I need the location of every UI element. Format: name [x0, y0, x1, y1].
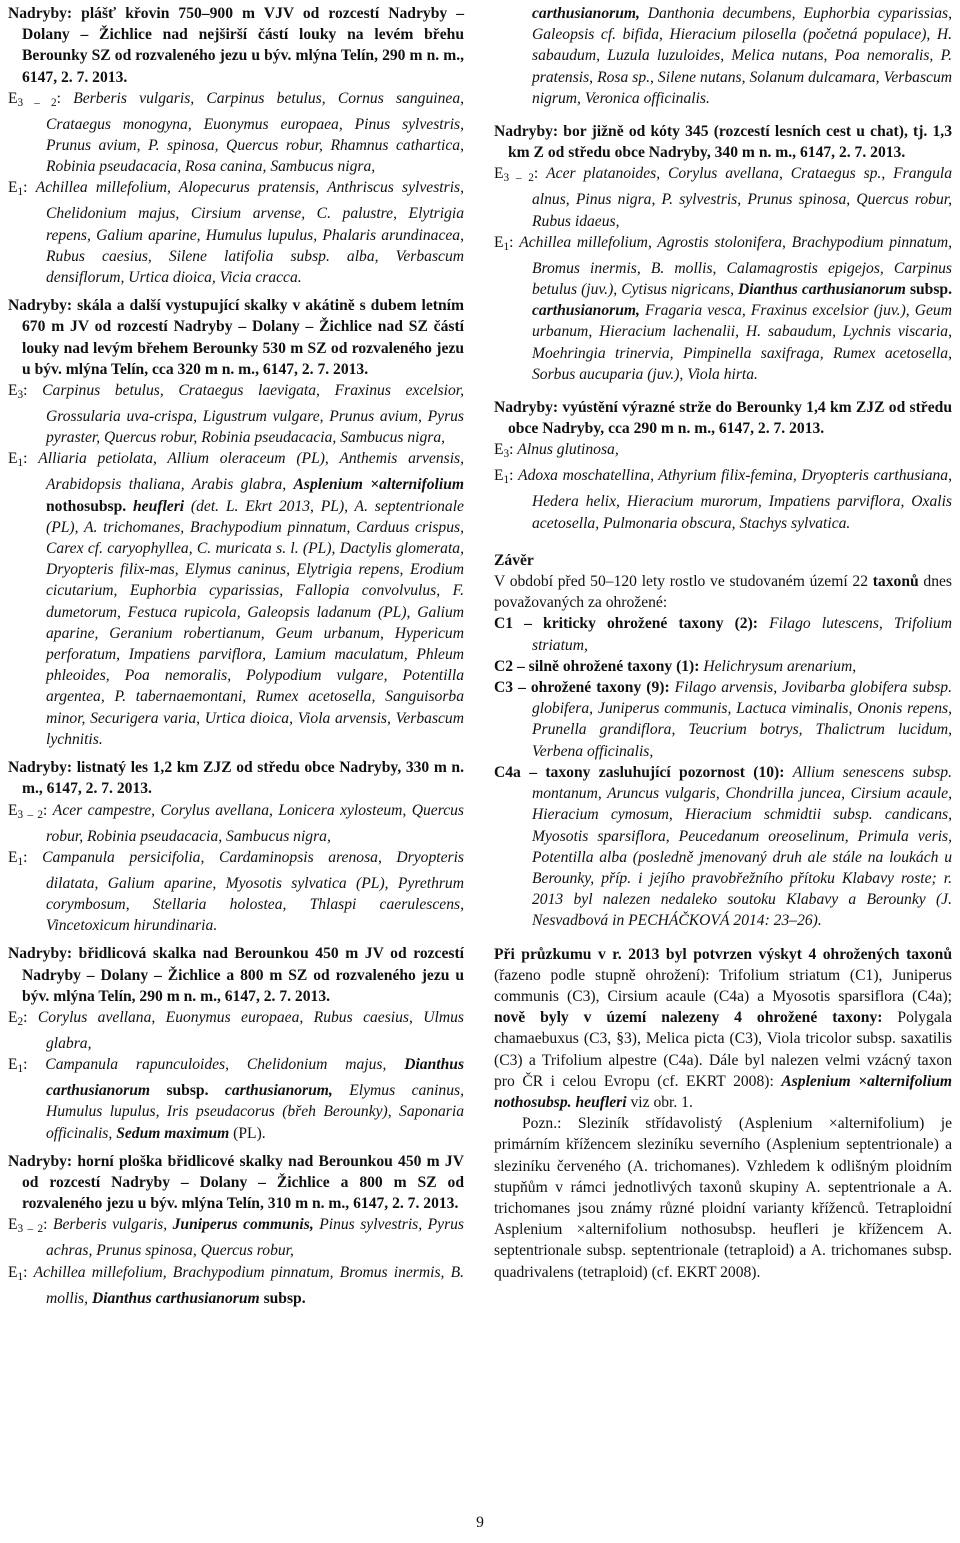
threat-category-c4a: C4a – taxony zasluhující pozornost (10): Allium senescens subsp. montanum, Aruncus vulgaris, Chondrilla juncea, Cirsium acaule, Hieracium cymosum, Hieracium schmidtii subsp. candicans, Myosotis sparsiflora, Peucedanum oreoselinum, Primula veris, Potentilla alba (posledně jmenovaný druh ale stále na loukách u Berounky, příp. i jejího pravobřežního přítoku Klabavy roste; r. 2013 byl nalezen nedaleko soutoku Klabavy a Berounky (J. Nesvadbová in PECHÁČKOVÁ 2014: 23–26). — [494, 763, 952, 930]
species-list-e32: $E_{3 - 2}$: Acer platanoides, Corylus avellana, Crataegus sp., Frangula alnus, Pinus nigra, P. sylvestris, Prunus spinosa, Quercus robur, Rubus idaeus, — [494, 165, 953, 230]
species-list-e1: $E_1$: Achillea millefolium, Alopecurus pratensis, Anthriscus sylvestris, Chelidonium majus, Cirsium arvense, C. palustre, Elytrigia repens, Galium aparine, Humulus lupulus, Phalaris arundinacea, Rubus caesius, Silene latifolia subsp. alba, Verbascum densiflorum, Urtica dioica, Vicia cracca. — [8, 179, 464, 287]
species-list-e3: $E_3$: Carpinus betulus, Crataegus laevigata, Fraxinus excelsior, Grossularia uva-crispa, Ligustrum vulgare, Prunus avium, Pyrus pyraster, Quercus robur, Robinia pseudacacia, Sambucus nigra, — [8, 382, 464, 447]
threat-category-c3: C3 – ohrožené taxony (9): Filago arvensis, Jovibarba globifera subsp. globifera, Juniperus communis, Lactuca viminalis, Ononis repens, Prunella grandiflora, Teucrium botrys, Thalictrum lucidum, Verbena officinalis, — [494, 679, 952, 760]
locality-heading-3: Nadryby: listnatý les 1,2 km ZJZ od středu obce Nadryby, 330 m n. m., 6147, 2. 7. 2013. — [8, 759, 464, 798]
locality-heading-5: Nadryby: horní ploška břidlicové skalky nad Berounkou 450 m JV od rozcestí Nadryby – Dolany – Žichlice a 800 m SZ od rozvaleného jezu u býv. mlýna Telín, 310 m n. m., 6147, 2. 7. 2013. — [8, 1152, 464, 1213]
locality-heading-4: Nadryby: břidlicová skalka nad Berounkou 450 m JV od rozcestí Nadryby – Dolany – Žichlice a 800 m SZ od rozvaleného jezu u býv. mlýna Telín, 290 m n. m., 6147, 2. 7. 2013. — [8, 945, 464, 1005]
species-list-e3: $E_3$: Alnus glutinosa, — [494, 441, 619, 461]
threat-category-c2: C2 – silně ohrožené taxony (1): Helichrysum arenarium, — [494, 657, 857, 675]
species-list-continuation: carthusianorum, Danthonia decumbens, Euphorbia cyparissias, Galeopsis cf. bifida, Hieracium pilosella (početná populace), H. sabaudum, Luzula luzuloides, Melica nutans, Poa nemoralis, P. pratensis, Rosa sp., Silene nutans, Solanum dulcamara, Verbascum nigrum, Veronica officinalis. — [532, 5, 952, 107]
threat-category-c1: C1 – kriticky ohrožené taxony (2): Filago lutescens, Trifolium striatum, — [494, 615, 952, 654]
locality-heading-6: Nadryby: bor jižně od kóty 345 (rozcestí lesních cest u chat), tj. 1,3 km Z od středu obce Nadryby, 340 m n. m., 6147, 2. 7. 2013. — [494, 123, 952, 162]
species-list-e1: $E_1$: Achillea millefolium, Agrostis stolonifera, Brachypodium pinnatum, Bromus inermis, B. mollis, Calamagrostis epigejos, Carpinus betulus (juv.), Cytisus nigricans, Dianthus carthusianorum subsp. carthusianorum, Fragaria vesca, Fraxinus excelsior (juv.), Geum urbanum, Hieracium lachenalii, H. sabaudum, Lychnis viscaria, Moehringia trinervia, Pimpinella saxifraga, Rumex acetosella, Sorbus aucuparia (juv.), Viola hirta. — [494, 233, 953, 383]
section-title-zaver: Závěr — [494, 551, 534, 569]
species-list-e1: $E_1$: Campanula persicifolia, Cardaminopsis arenosa, Dryopteris dilatata, Galium aparine, Myosotis sylvatica (PL), Pyrethrum corymbosum, Stellaria holostea, Thlaspi caerulescens, Vincetoxicum hirundinaria. — [8, 848, 464, 935]
asplenium-name: Asplenium ×alternifolium — [293, 476, 465, 494]
right-column — [494, 3, 952, 1283]
species-list-e32: $E_{3 - 2}$: Berberis vulgaris, Juniperus communis, Pinus sylvestris, Pyrus achras, Prunus spinosa, Quercus robur, — [8, 1216, 465, 1260]
species-list-e1: $E_1$: Campanula rapunculoides, Chelidonium majus, Dianthus carthusianorum subsp. carthusianorum, Elymus caninus, Humulus lupulus, Iris pseudacorus (břeh Berounky), Saponaria officinalis, Sedum maximum (PL). — [8, 1056, 465, 1142]
locality-heading-1: Nadryby: plášť křovin 750–900 m VJV od rozcestí Nadryby – Dolany – Žichlice nad nejširší částí louky na levém břehu Berounky SZ od rozvaleného jezu u býv. mlýna Telín, 290 m n. m., 6147, 2. 7. 2013. — [8, 5, 464, 86]
locality-heading-7: Nadryby: vyústění výrazné strže do Berounky 1,4 km ZJZ od středu obce Nadryby, cca 290 m n. m., 6147, 2. 7. 2013. — [494, 399, 952, 438]
page-number: 9 — [476, 1514, 484, 1531]
locality-heading-2: Nadryby: skála a další vystupující skalky v akátině s dubem letním 670 m JV od rozcestí Nadryby – Dolany – Žichlice nad SZ částí louky nad levým břehem Berounky 530 m SZ od rozvaleného jezu u býv. mlýna Telín, cca 320 m n. m., 6147, 2. 7. 2013. — [8, 297, 464, 378]
species-list-e1: $E_1$: Achillea millefolium, Brachypodium pinnatum, Bromus inermis, B. mollis, Dianthus carthusianorum subsp. — [8, 1263, 465, 1307]
survey-paragraph: Při průzkumu v r. 2013 byl potvrzen výskyt 4 ohrožených taxonů (řazeno podle stupně ohrožení): Trifolium striatum (C1), Juniperus communis (C3), Cirsium acaule (C4a) a Myosotis sparsiflora (C4a); nově byly v území nalezeny 4 ohrožené taxony: Polygala chamaebuxus (C3, §3), Melica picta (C3), Viola tricolor subsp. saxatilis (C3) a Trifolium alpestre (C4a). Dále byl nalezen velmi vzácný taxon pro ČR i celou Evropu (cf. EKRT 2008): Asplenium ×alternifolium nothosubsp. heufleri viz obr. 1. — [494, 945, 952, 1111]
note-paragraph: Pozn.: Sleziník střídavolistý (Asplenium ×alternifolium) je primárním křížencem sleziníku severního (Asplenium septentrionale) a sleziníku červeného (A. trichomanes). Vzhledem k odlišným ploidním stupňům v rámci jednotlivých taxonů skupiny A. septentrionale a A. trichomanes jsou známy různé ploidní varianty kříženců. Tetraploidní Asplenium ×alternifolium nothosubsp. heufleri je křížencem A. septentrionale subsp. septentrionale (tetraploid) a A. trichomanes subsp. quadrivalens (tetraploid) (cf. EKRT 2008). — [494, 1115, 952, 1281]
species-list-e1: $E_1$: Adoxa moschatellina, Athyrium filix-femina, Dryopteris carthusiana, Hedera helix, Hieracium murorum, Impatiens parviflora, Oxalis acetosella, Pulmonaria obscura, Stachys sylvatica. — [494, 467, 952, 532]
species-list-e2: $E_2$: Corylus avellana, Euonymus europaea, Rubus caesius, Ulmus glabra, — [8, 1008, 465, 1052]
species-list-e32: $E_{3 - 2}$: Acer campestre, Corylus avellana, Lonicera xylosteum, Quercus robur, Robinia pseudacacia, Sambucus nigra, — [8, 801, 464, 845]
species-list-e1: $E_1$: Alliaria petiolata, Allium oleraceum (PL), Anthemis arvensis, Arabidopsis thaliana, Arabis glabra, Asplenium ×alternifolium nothosubsp. heufleri (det. L. Ekrt 2013, PL), A. septentrionale (PL), A. trichomanes, Brachypodium pinnatum, Carduus crispus, Carex cf. caryophyllea, C. muricata s. l. (PL), Dactylis glomerata, Dryopteris filix-mas, Elymus caninus, Elytrigia repens, Erodium cicutarium, Euphorbia cyparissias, Fallopia convolvulus, F. dumetorum, Festuca rupicola, Galeopsis ladanum (PL), Galium aparine, Geranium robertianum, Geum urbanum, Hypericum perforatum, Impatiens parviflora, Lamium maculatum, Phleum phleoides, Poa nemoralis, Polypodium vulgare, Potentilla argentea, P. tabernaemontani, Rumex acetosella, Sanguisorba minor, Securigera varia, Urtica dioica, Viola arvensis, Verbascum lychnitis. — [8, 450, 465, 748]
species-list-e32: $E_{3 - 2}$: Berberis vulgaris, Carpinus betulus, Cornus sanguinea, Crataegus monogyna, Euonymus europaea, Pinus sylvestris, Prunus avium, P. spinosa, Quercus robur, Rhamnus cathartica, Robinia pseudacacia, Rosa canina, Sambucus nigra, — [8, 89, 465, 176]
left-column — [8, 3, 464, 1309]
conclusion-intro: V období před 50–120 lety rostlo ve studovaném území 22 taxonů dnes považovaných za ohrožené: — [494, 573, 952, 612]
